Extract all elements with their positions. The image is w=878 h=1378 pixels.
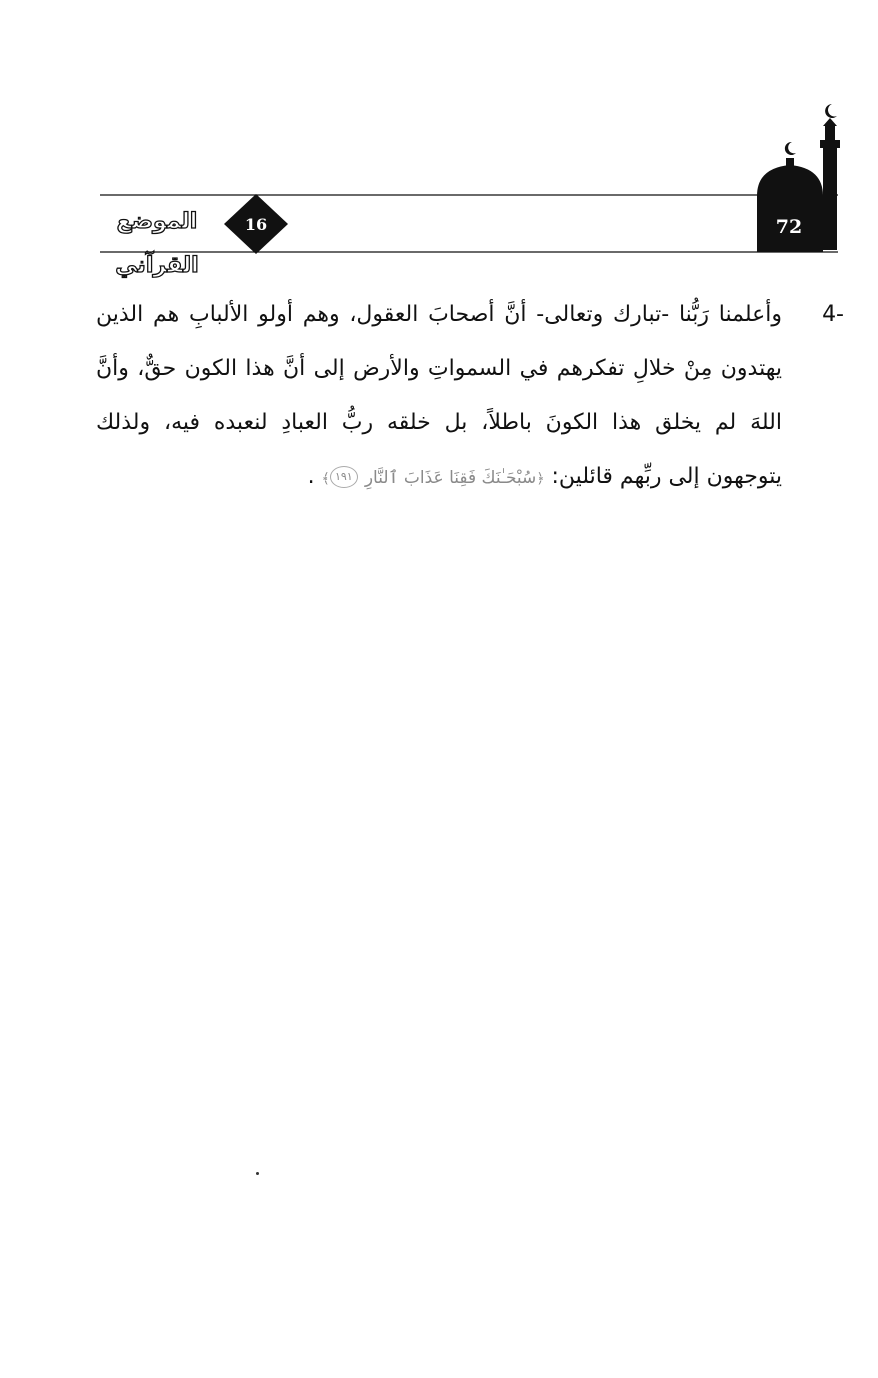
verse-open-bracket: ﴿ bbox=[536, 471, 545, 487]
paragraph-text: وأعلمنا رَبُّنا -تبارك وتعالى- أنَّ أصحابَ العقول، وهم أولو الألبابِ هم الذين يهتدون مِنْ خلالِ تفكرهم في السمواتِ والأرض إلى أنَّ هذا الكون حقٌّ، وأنَّ اللهَ لم يخلق هذا الكونَ باطلاً، بل خلقه ربُّ العبادِ لنعبده فيه، ولذلك يتوجهون إلى ربِّهم قائلين: bbox=[96, 302, 782, 489]
list-item-text bbox=[96, 288, 782, 506]
page-body bbox=[96, 288, 844, 506]
quran-verse: سُبْحَـٰنَكَ فَقِنَا عَذَابَ ٱلنَّارِ bbox=[364, 468, 537, 488]
page-number: 72 bbox=[775, 216, 803, 238]
stray-mark bbox=[256, 1172, 259, 1175]
book-title-calligraphy: الموضع القرآني bbox=[115, 209, 199, 278]
verse-number: ١٩١ bbox=[330, 466, 358, 488]
sentence-end: . bbox=[307, 464, 315, 489]
dome-icon bbox=[757, 142, 823, 196]
section-number: 16 bbox=[244, 215, 268, 234]
verse-close-bracket: ﴾ bbox=[321, 471, 330, 487]
page-header bbox=[0, 0, 878, 278]
list-item-number: 4- bbox=[822, 302, 844, 327]
